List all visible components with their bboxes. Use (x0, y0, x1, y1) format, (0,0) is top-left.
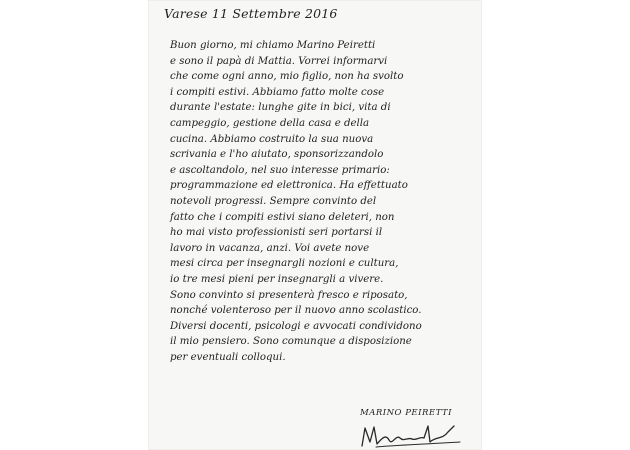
letter-line: e sono il papà di Mattia. Vorrei informarvi (170, 55, 388, 67)
letter-line: ho mai visto professionisti seri portarsi il (170, 227, 383, 239)
letter-line: lavoro in vacanza, anzi. Voi avete nove (170, 242, 370, 254)
letter-line: cucina. Abbiamo costruito la sua nuova (170, 133, 374, 145)
place-date: Varese 11 Settembre 2016 (164, 6, 338, 21)
signer-name: MARINO PEIRETTI (360, 408, 452, 418)
signature-underline (376, 442, 460, 447)
letter-line: mesi circa per insegnargli nozioni e cultura, (170, 258, 399, 270)
letter-line: Sono convinto si presenterà fresco e riposato, (170, 289, 408, 301)
handwritten-signature (358, 422, 464, 450)
letter-line: e ascoltandolo, nel suo interesse primario: (170, 164, 390, 176)
letter-line: notevoli progressi. Sempre convinto del (170, 195, 377, 207)
letter-line: nonché volenteroso per il nuovo anno scolastico. (170, 305, 422, 317)
letter-line: Buon giorno, mi chiamo Marino Peiretti (170, 40, 376, 51)
letter-line: il mio pensiero. Sono comunque a disposizione (170, 336, 412, 348)
letter-line: fatto che i compiti estivi siano deleteri, non (170, 211, 395, 223)
letter-line: Diversi docenti, psicologi e avvocati condividono (170, 320, 422, 332)
letter-line: per eventuali colloqui. (170, 351, 286, 363)
letter-line: scrivania e l'ho aiutato, sponsorizzandolo (170, 149, 384, 161)
letter-line: campeggio, gestione della casa e della (170, 117, 370, 129)
letter-body (170, 38, 422, 365)
letter-line: che come ogni anno, mio figlio, non ha svolto (170, 71, 404, 83)
letter-line: i compiti estivi. Abbiamo fatto molte cose (170, 86, 385, 98)
letter-sheet (148, 0, 482, 450)
letter-line: durante l'estate: lunghe gite in bici, vita di (170, 102, 391, 114)
letter-line: programmazione ed elettronica. Ha effettuato (170, 180, 408, 192)
letter-line: io tre mesi pieni per insegnargli a vivere. (170, 273, 384, 285)
